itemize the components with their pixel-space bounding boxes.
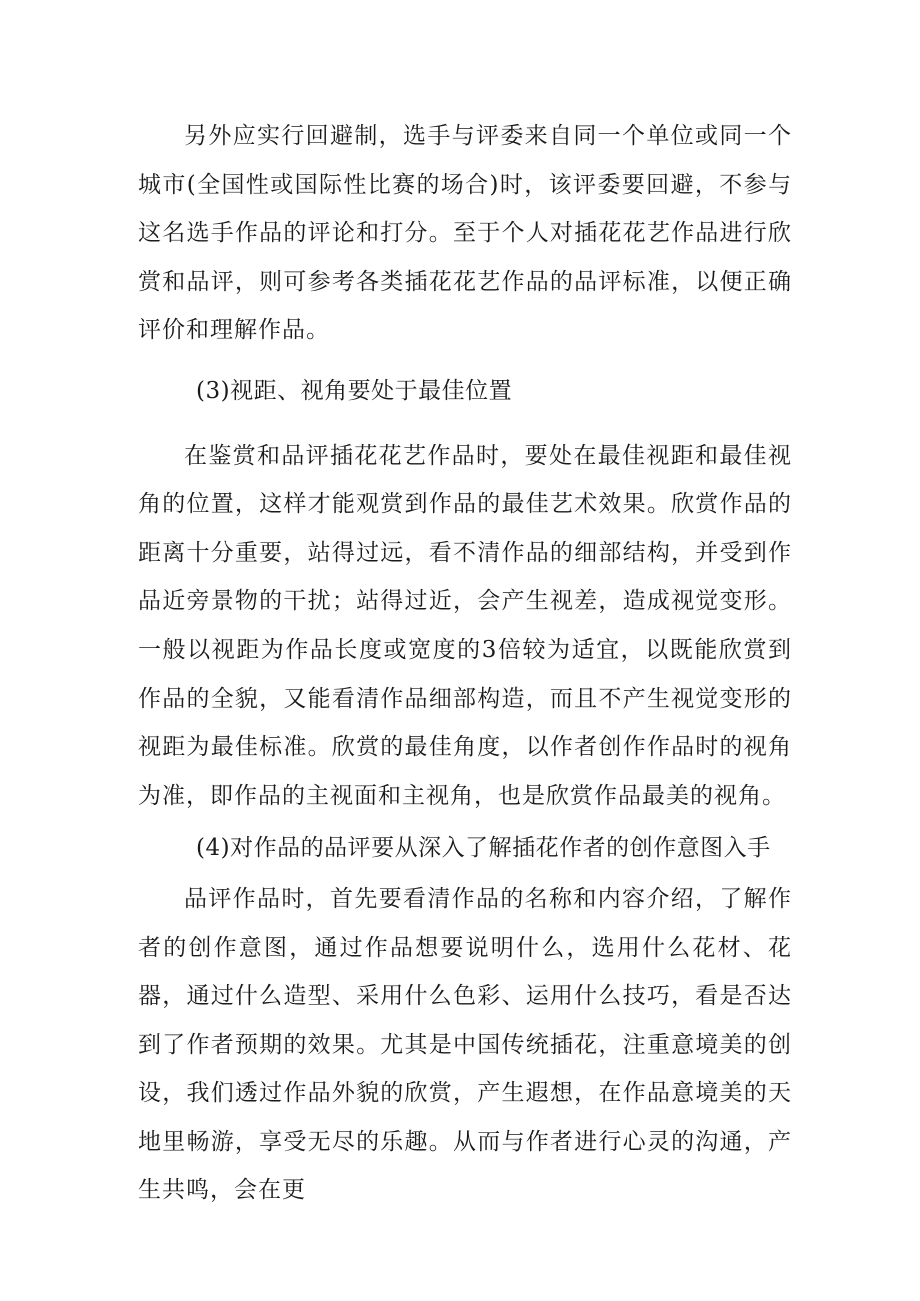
section-heading-creative-intent: (4)对作品的品评要从深入了解插花作者的创作意图入手 bbox=[196, 835, 771, 862]
paragraph-viewing-distance: 在鉴赏和品评插花花艺作品时，要处在最佳视距和最佳视角的位置，这样才能观赏到作品的最佳艺术效果。欣赏作品的距离十分重要，站得过远，看不清作品的细部结构，并受到作品近旁景物的干扰；站得过近，会产生视差，造成视觉变形。一般以视距为作品长度或宽度的3倍较为适宜，以既能欣赏到作品的全貌，又能看清作品细部构造，而且不产生视觉变形的视距为最佳标准。欣赏的最佳角度，以作者创作作品时的视角为准，即作品的主视面和主视角，也是欣赏作品最美的视角。 bbox=[138, 442, 792, 809]
document-page bbox=[138, 112, 792, 1215]
paragraph-recusal: 另外应实行回避制，选手与评委来自同一个单位或同一个城市(全国性或国际性比赛的场合)时，该评委要回避，不参与这名选手作品的评论和打分。至于个人对插花花艺作品进行欣赏和品评，则可参考各类插花花艺作品的品评标准，以便正确评价和理解作品。 bbox=[138, 123, 792, 344]
section-heading-viewing-distance: (3)视距、视角要处于最佳位置 bbox=[196, 377, 513, 404]
paragraph-creative-intent: 品评作品时，首先要看清作品的名称和内容介绍，了解作者的创作意图，通过作品想要说明什么，选用什么花材、花器，通过什么造型、采用什么色彩、运用什么技巧，看是否达到了作者预期的效果。尤其是中国传统插花，注重意境美的创设，我们透过作品外貌的欣赏，产生遐想，在作品意境美的天地里畅游，享受无尽的乐趣。从而与作者进行心灵的沟通，产生共鸣，会在更 bbox=[138, 885, 792, 1204]
